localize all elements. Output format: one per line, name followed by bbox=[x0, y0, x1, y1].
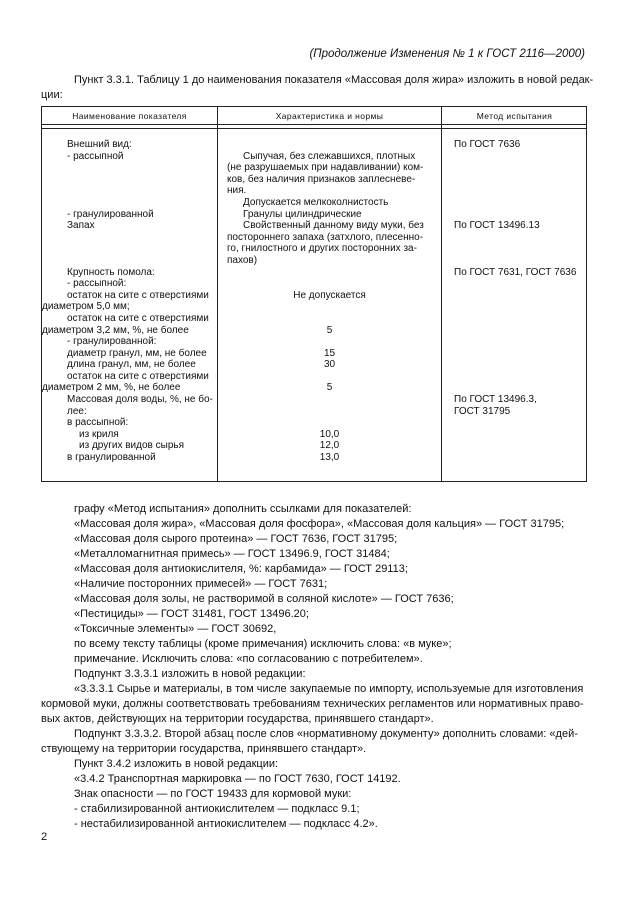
table-1 bbox=[41, 106, 587, 482]
table-cell: из криля bbox=[79, 428, 119, 440]
page-number: 2 bbox=[41, 831, 48, 843]
intro-line-2: ции: bbox=[41, 89, 63, 101]
table-cell: в рассыпной: bbox=[67, 417, 129, 429]
table-cell: - гранулированной bbox=[67, 208, 154, 220]
intro-line-1: Пункт 3.3.1. Таблицу 1 до наименования показателя «Массовая доля жира» изложить в новой редак- bbox=[74, 74, 594, 86]
table-cell: в гранулированной bbox=[67, 452, 156, 464]
table-cell: ния. bbox=[227, 185, 247, 197]
table-cell: Внешний вид: bbox=[67, 139, 132, 150]
table-divider bbox=[441, 107, 442, 481]
table-cell: Запах bbox=[67, 220, 95, 232]
column-methods bbox=[454, 139, 586, 417]
body-line: кормовой муки, должны соответствовать требованиям технических регламентов или нормативных право- bbox=[41, 698, 584, 710]
table-cell: - гранулированной: bbox=[67, 336, 157, 348]
table-cell: го, гнилостного и других посторонних за- bbox=[227, 243, 417, 255]
column-values bbox=[218, 139, 441, 464]
table-cell: Крупность помола: bbox=[67, 266, 155, 278]
table-cell: По ГОСТ 7636 bbox=[454, 139, 521, 150]
table-cell: По ГОСТ 13496.13 bbox=[454, 220, 540, 232]
table-cell: остаток на сите с отверстиями bbox=[67, 289, 209, 301]
table-cell: По ГОСТ 7631, ГОСТ 7636 bbox=[454, 266, 577, 278]
column-header: Наименование показателя bbox=[72, 111, 187, 121]
table-cell: лее: bbox=[67, 405, 87, 417]
body-line: Подпункт 3.3.3.2. Второй абзац после слов «нормативному документу» дополнить словами: «дей- bbox=[74, 728, 578, 740]
table-cell: 12,0 bbox=[319, 440, 340, 452]
table-cell: диаметр гранул, мм, не более bbox=[67, 347, 207, 359]
body-line: «Металломагнитная примесь» — ГОСТ 13496.9, ГОСТ 31484; bbox=[74, 548, 390, 560]
table-cell: из других видов сырья bbox=[79, 440, 185, 452]
column-header: Характеристика и нормы bbox=[275, 111, 384, 121]
table-cell: постороннего запаха (затхлого, плесенно- bbox=[227, 231, 424, 243]
body-line: «Массовая доля жира», «Массовая доля фосфора», «Массовая доля кальция» — ГОСТ 31795; bbox=[74, 518, 565, 530]
table-cell: пахов) bbox=[227, 254, 258, 266]
body-line: «Наличие посторонних примесей» — ГОСТ 7631; bbox=[74, 578, 328, 590]
body-line: - нестабилизированной антиокислителем — подкласс 4.2». bbox=[74, 818, 378, 830]
column-header: Метод испытания bbox=[476, 111, 553, 121]
table-cell: остаток на сите с отверстиями bbox=[67, 370, 209, 382]
body-line: «Массовая доля антиокислителя, %: карбамида» — ГОСТ 29113; bbox=[74, 563, 408, 575]
table-cell: Гранулы цилиндрические bbox=[243, 208, 362, 220]
body-line: «Массовая доля сырого протеина» — ГОСТ 7636, ГОСТ 31795; bbox=[74, 533, 398, 545]
table-cell: 13,0 bbox=[319, 452, 340, 464]
table-cell: 10,0 bbox=[319, 428, 340, 440]
body-line: вых актов, действующих на территории государства, принявшего стандарт». bbox=[41, 713, 434, 725]
body-line: Подпункт 3.3.3.1 изложить в новой редакции: bbox=[74, 668, 306, 680]
table-cell: (не разрушаемых при надавливании) ком- bbox=[227, 162, 424, 174]
table-cell: 30 bbox=[323, 359, 336, 371]
table-cell: диаметром 3,2 мм, %, не более bbox=[42, 324, 189, 336]
body-line: примечание. Исключить слова: «по согласованию с потребителем». bbox=[74, 653, 423, 665]
table-cell: 5 bbox=[326, 382, 333, 394]
body-line: «3.4.2 Транспортная маркировка — по ГОСТ 7630, ГОСТ 14192. bbox=[74, 773, 401, 785]
body-line: графу «Метод испытания» дополнить ссылками для показателей: bbox=[74, 503, 412, 515]
body-line: ствующему на территории государства, принявшего стандарт». bbox=[41, 743, 367, 755]
table-cell: 15 bbox=[323, 347, 336, 359]
table-cell: ков, без наличия признаков заплесневе- bbox=[227, 173, 416, 185]
body-line: «Токсичные элементы» — ГОСТ 30692, bbox=[74, 623, 277, 635]
body-line: «Массовая доля золы, не растворимой в соляной кислоте» — ГОСТ 7636; bbox=[74, 593, 454, 605]
table-cell: Допускается мелкоколнистость bbox=[243, 196, 389, 208]
table-cell: - рассыпной bbox=[67, 150, 124, 162]
table-cell: диаметром 5,0 мм; bbox=[42, 301, 130, 313]
table-cell: диаметром 2 мм, %, не более bbox=[42, 382, 181, 394]
body-line: «Пестициды» — ГОСТ 31481, ГОСТ 13496.20; bbox=[74, 608, 309, 620]
table-cell: Сыпучая, без слежавшихся, плотных bbox=[243, 150, 416, 162]
document-header: (Продолжение Изменения № 1 к ГОСТ 2116—2000) bbox=[309, 48, 585, 60]
table-cell: - рассыпной: bbox=[67, 278, 127, 290]
body-line: Знак опасности — по ГОСТ 19433 для кормовой муки: bbox=[74, 788, 352, 800]
body-line: - стабилизированной антиокислителем — подкласс 9.1; bbox=[74, 803, 360, 815]
table-cell: Не допускается bbox=[293, 289, 366, 301]
table-header-rule bbox=[42, 128, 586, 129]
table-cell: По ГОСТ 13496.3, bbox=[454, 394, 537, 406]
table-header-rule bbox=[42, 124, 586, 125]
table-cell: Массовая доля воды, %, не бо- bbox=[67, 394, 213, 406]
table-cell: Свойственный данному виду муки, без bbox=[243, 220, 424, 232]
table-cell: длина гранул, мм, не более bbox=[67, 359, 196, 371]
table-cell: 5 bbox=[326, 324, 333, 336]
table-cell: остаток на сите с отверстиями bbox=[67, 312, 209, 324]
body-line: Пункт 3.4.2 изложить в новой редакции: bbox=[74, 758, 279, 770]
column-indicator-names bbox=[42, 139, 217, 464]
body-line: «3.3.3.1 Сырье и материалы, в том числе закупаемые по импорту, используемые для изготовления bbox=[74, 683, 584, 695]
table-cell: ГОСТ 31795 bbox=[454, 405, 511, 417]
body-line: по всему тексту таблицы (кроме примечания) исключить слова: «в муке»; bbox=[74, 638, 452, 650]
